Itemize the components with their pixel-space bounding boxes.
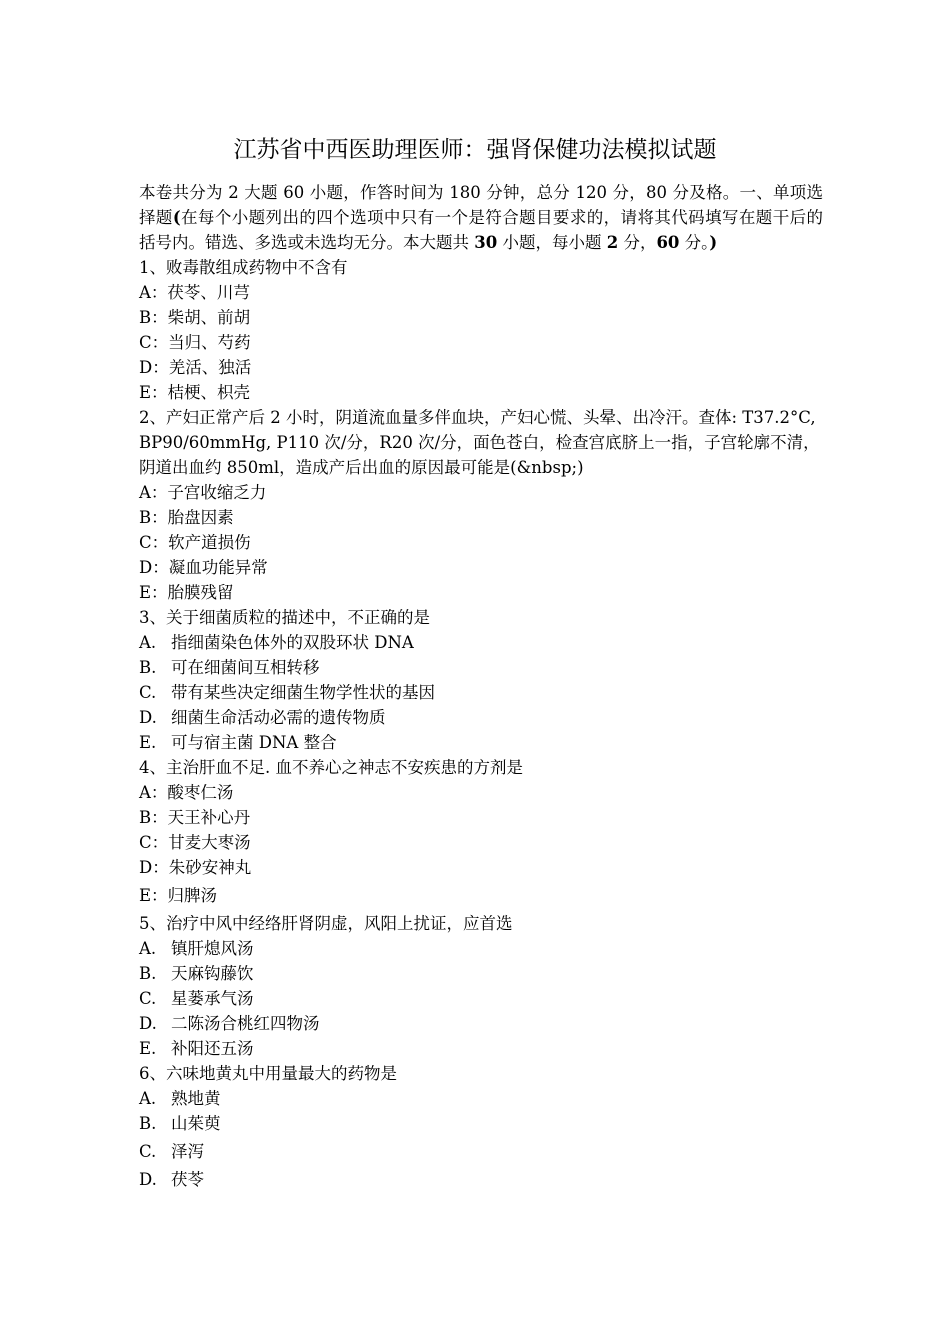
option-label: E. — [139, 1039, 157, 1058]
option-text: 二陈汤合桃红四物汤 — [171, 1014, 320, 1033]
option-text: 镇肝熄风汤 — [171, 939, 254, 958]
question-option: B：柴胡、前胡 — [139, 308, 251, 327]
option-label: B. — [139, 658, 157, 677]
document-body — [139, 180, 823, 1192]
question-option — [139, 1139, 823, 1164]
question-option — [139, 961, 823, 986]
option-text: 星蒌承气汤 — [171, 989, 254, 1008]
question-option: A：子宫收缩乏力 — [139, 483, 267, 502]
intro-text: 在每个小题列出的四个选项中只有一个是符合题目要求的，请将其代码填写在题干后的括号内。错选、多选或未选均无分。本大题共 — [139, 208, 824, 252]
question-option — [139, 630, 823, 655]
intro-bold: ) — [709, 233, 718, 252]
option-text: 可与宿主菌 DNA 整合 — [171, 733, 337, 752]
option-label: A. — [139, 1089, 157, 1108]
question-option — [139, 730, 823, 755]
question-option: C：甘麦大枣汤 — [139, 833, 251, 852]
option-label: B. — [139, 964, 157, 983]
option-label: A. — [139, 939, 157, 958]
question-option: D：凝血功能异常 — [139, 558, 268, 577]
question-option — [139, 655, 823, 680]
question-option: B：胎盘因素 — [139, 508, 234, 527]
option-label: D. — [139, 1014, 157, 1033]
question-stem: 4、主治肝血不足. 血不养心之神志不安疾患的方剂是 — [139, 758, 523, 777]
intro-text: 小题，每小题 — [497, 233, 607, 252]
option-label: B. — [139, 1114, 157, 1133]
question-stem: 6、六味地黄丸中用量最大的药物是 — [139, 1064, 397, 1083]
option-text: 熟地黄 — [171, 1089, 221, 1108]
question-option — [139, 1011, 823, 1036]
question-option — [139, 1086, 823, 1111]
intro-bold: 60 — [656, 233, 680, 252]
question-option — [139, 986, 823, 1011]
option-text: 茯苓 — [171, 1170, 204, 1189]
option-label: E. — [139, 733, 157, 752]
question-option — [139, 936, 823, 961]
option-label: C. — [139, 683, 157, 702]
question-option — [139, 680, 823, 705]
question-option: C：软产道损伤 — [139, 533, 251, 552]
intro-bold: ( — [172, 208, 181, 227]
question-option: E：桔梗、枳壳 — [139, 383, 251, 402]
question-option: D：羌活、独活 — [139, 358, 252, 377]
question-option: E：归脾汤 — [139, 886, 218, 905]
question-option: C：当归、芍药 — [139, 333, 251, 352]
question-option: B：天王补心丹 — [139, 808, 251, 827]
option-text: 山茱萸 — [171, 1114, 221, 1133]
page-title: 江苏省中西医助理医师：强肾保健功法模拟试题 — [233, 137, 717, 163]
option-label: D. — [139, 708, 157, 727]
option-label: C. — [139, 989, 157, 1008]
intro-text: 本卷共分为 2 大题 60 小题，作答时间为 180 分钟，总分 120 分，80 分及格。一、单项选择题 — [139, 183, 823, 227]
question-option — [139, 1111, 823, 1136]
question-stem: 5、治疗中风中经络肝肾阴虚，风阳上扰证，应首选 — [139, 914, 513, 933]
option-text: 细菌生命活动必需的遗传物质 — [171, 708, 386, 727]
question-option: A：酸枣仁汤 — [139, 783, 234, 802]
option-label: C. — [139, 1142, 157, 1161]
question-option — [139, 1036, 823, 1061]
option-label: D. — [139, 1170, 157, 1189]
question-option — [139, 705, 823, 730]
question-stem: 1、败毒散组成药物中不含有 — [139, 258, 348, 277]
option-text: 天麻钩藤饮 — [171, 964, 254, 983]
option-text: 带有某些决定细菌生物学性状的基因 — [171, 683, 435, 702]
question-stem: 3、关于细菌质粒的描述中，不正确的是 — [139, 608, 430, 627]
option-text: 补阳还五汤 — [171, 1039, 254, 1058]
question-option: A：茯苓、川芎 — [139, 283, 250, 302]
question-option: E：胎膜残留 — [139, 583, 234, 602]
question-stem: 2、产妇正常产后 2 小时，阴道流血量多伴血块，产妇心慌、头晕、出冷汗。查体: T37.2°C, BP90/60mmHg, P110 次/分，R20 次/分，面色苍白，检查宫底脐上一指，子宫轮廓不清，阴道出血约 850ml，造成产后出血的原因最可能是(&nbsp;) — [139, 408, 820, 477]
intro-text: 分， — [618, 233, 657, 252]
intro-bold: 2 — [606, 233, 619, 252]
question-option: D：朱砂安神丸 — [139, 858, 252, 877]
option-text: 泽泻 — [171, 1142, 204, 1161]
option-text: 可在细菌间互相转移 — [171, 658, 320, 677]
intro-text: 分。 — [679, 233, 710, 252]
intro-paragraph — [139, 180, 823, 255]
question-option — [139, 1167, 823, 1192]
option-text: 指细菌染色体外的双股环状 DNA — [171, 633, 414, 652]
option-label: A. — [139, 633, 157, 652]
intro-bold: 30 — [474, 233, 498, 252]
